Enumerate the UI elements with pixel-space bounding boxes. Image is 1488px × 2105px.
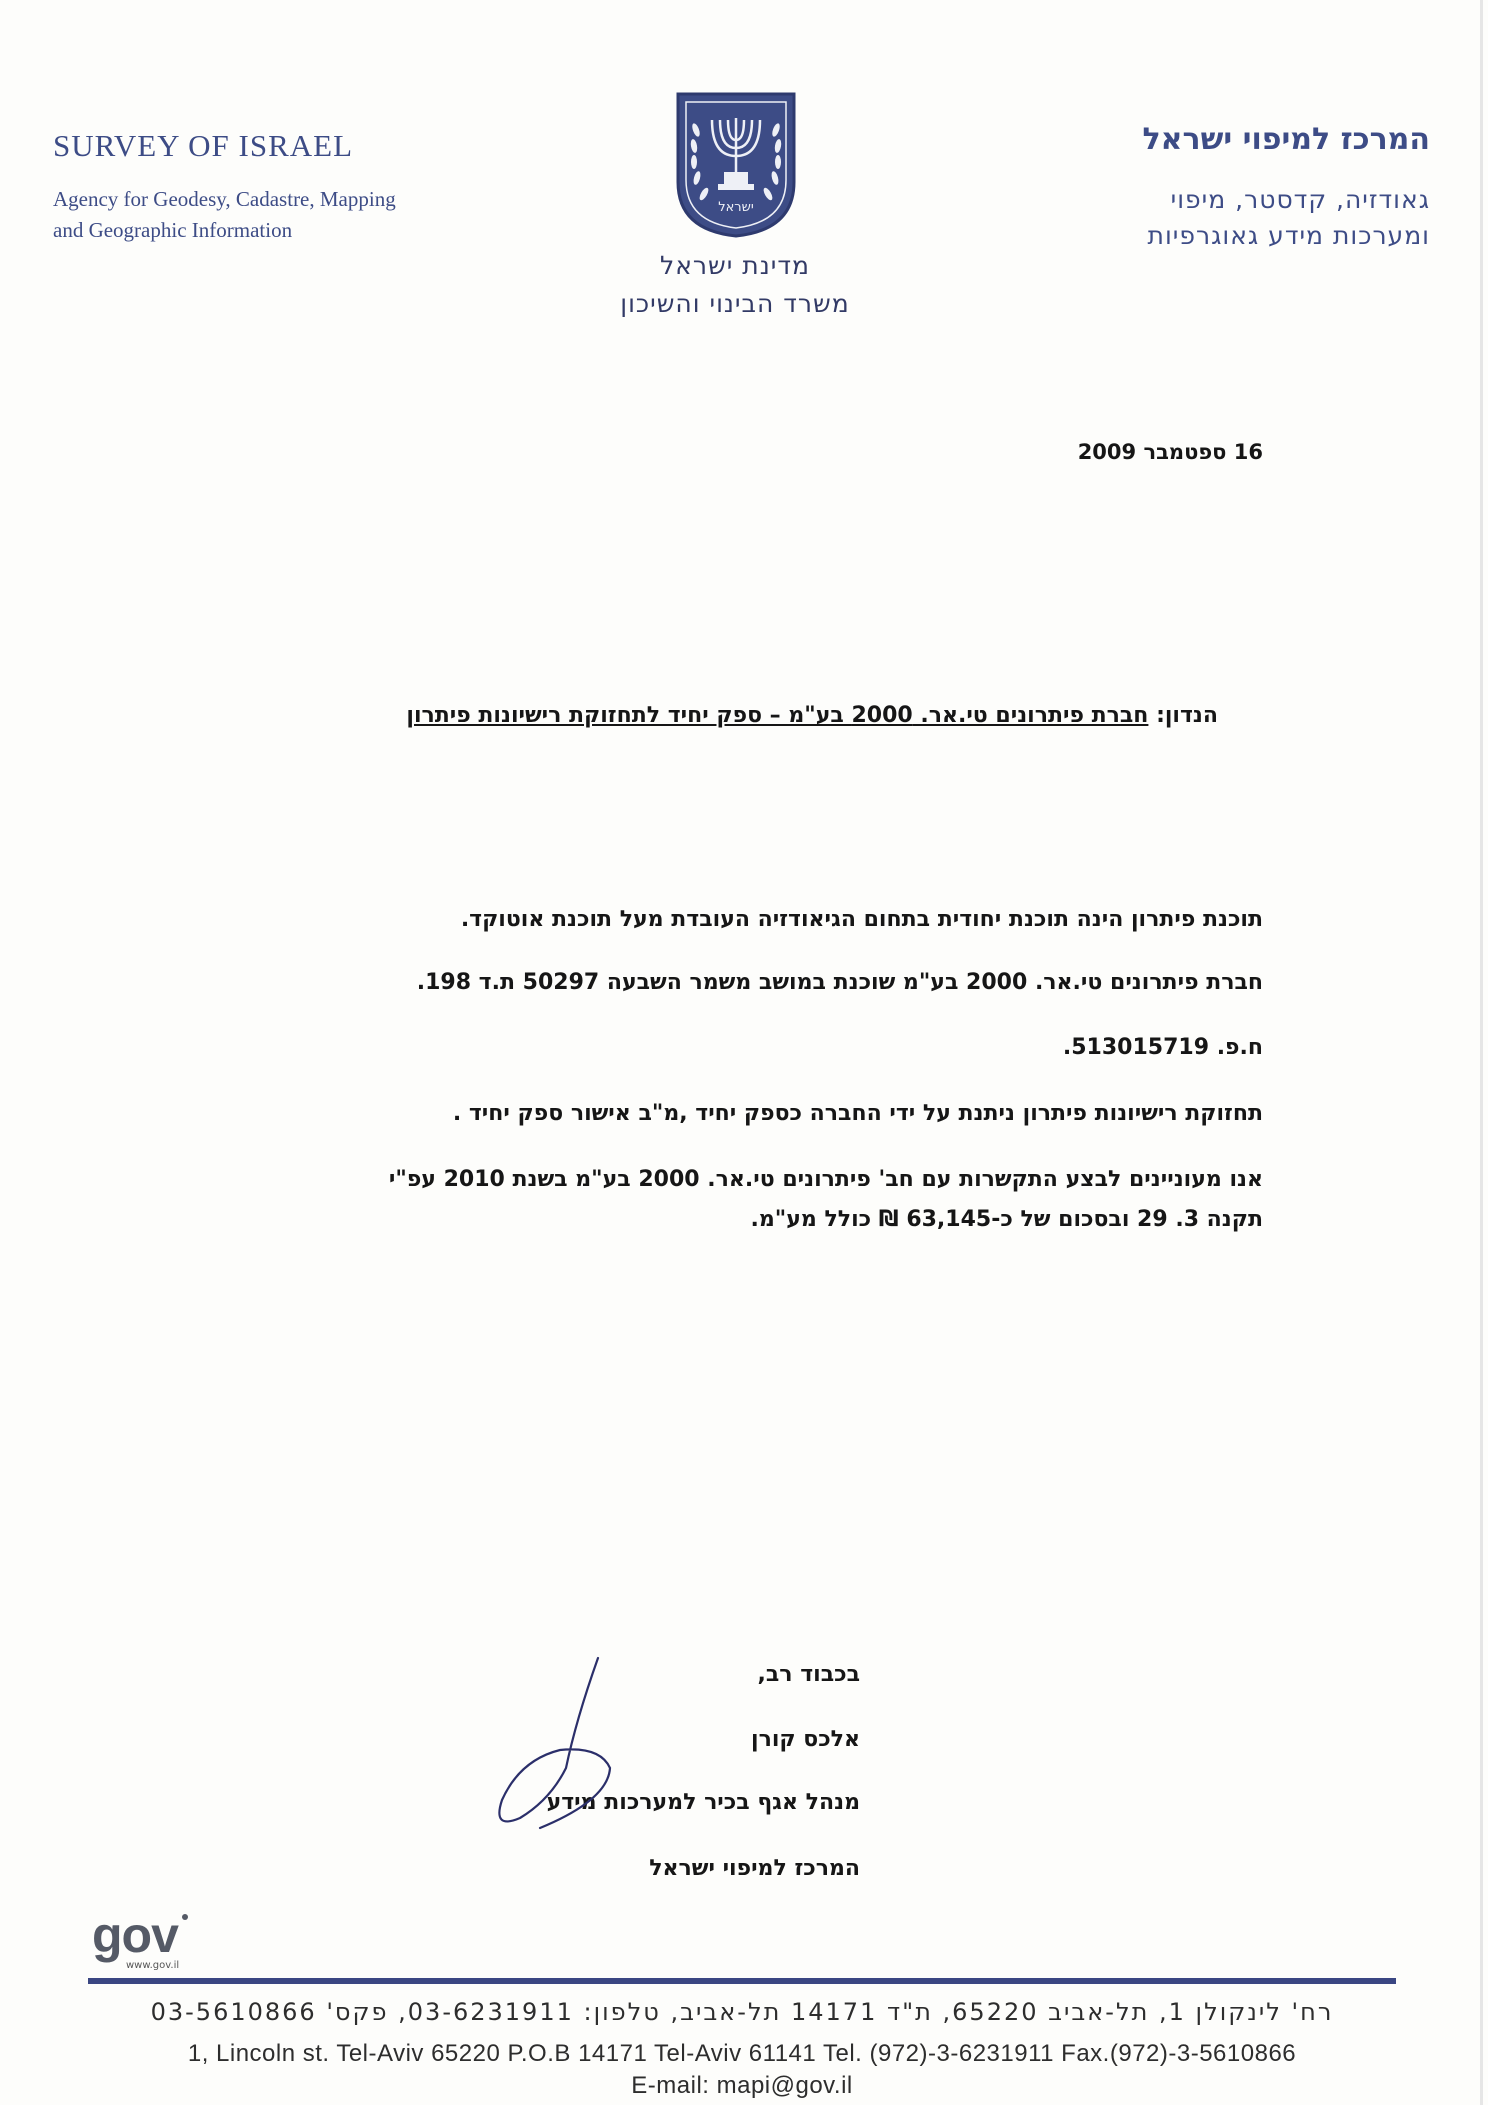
body-paragraph-1: תוכנת פיתרון הינה תוכנת יחודית בתחום הגיאודזיה העובדת מעל תוכנת אוטוקד.	[460, 907, 1263, 932]
gov-logo-dot	[182, 1914, 188, 1920]
gov-logo	[92, 1907, 202, 1972]
hebrew-subtitle-line1: גאודזיה, קדסטר, מיפוי	[1170, 185, 1430, 214]
body-paragraph-4: תחזוקת רישיונות פיתרון ניתנת על ידי החברה כספק יחיד ,מ"ב אישור ספק יחיד .	[452, 1101, 1263, 1126]
footer-hebrew-address: רח' לינקולן 1, תל-אביב 65220, ת"ד 14171 תל-אביב, טלפון: 03-6231911, פקס' 03-5610866	[150, 1998, 1334, 2026]
footer-email: E-mail: mapi@gov.il	[631, 2072, 853, 2099]
closing-regards: בכבוד רב,	[757, 1662, 860, 1687]
letter-subject	[406, 703, 1218, 728]
body-paragraph-5	[263, 1160, 1263, 1240]
hebrew-subtitle-line2: ומערכות מידע גאוגרפיות	[1147, 221, 1430, 250]
english-agency-title: SURVEY OF ISRAEL	[53, 128, 354, 163]
gov-logo-word: gov	[92, 1907, 178, 1963]
body-paragraph-2: חברת פיתרונים טי.אר. 2000 בע"מ שוכנת במושב משמר השבעה 50297 ת.ד 198.	[416, 970, 1263, 995]
svg-text:ישראל: ישראל	[718, 200, 754, 215]
handwritten-signature	[480, 1650, 640, 1840]
subject-label: הנדון:	[1156, 703, 1218, 728]
gov-logo-url: www.gov.il	[126, 1960, 180, 1971]
signatory-role: מנהל אגף בכיר למערכות מידע	[546, 1790, 860, 1815]
paragraph5-line2: תקנה 3. 29 ובסכום של כ-63,145 ₪ כולל מע"מ.	[750, 1207, 1263, 1232]
footer-english-address: 1, Lincoln st. Tel-Aviv 65220 P.O.B 14171 Tel-Aviv 61141 Tel. (972)-3-6231911 Fax.(972)-3-5610866	[187, 2040, 1297, 2067]
hebrew-agency-subtitle	[1010, 182, 1430, 254]
ministry-label: משרד הבינוי והשיכון	[620, 289, 850, 318]
state-emblem-icon	[674, 90, 798, 240]
signatory-name: אלכס קורן	[751, 1727, 860, 1752]
english-subtitle-line2: and Geographic Information	[53, 218, 293, 242]
state-of-israel-label: מדינת ישראל	[660, 251, 810, 280]
footer-divider	[88, 1978, 1396, 1984]
signatory-organization: המרכז למיפוי ישראל	[649, 1856, 860, 1881]
english-subtitle-line1: Agency for Geodesy, Cadastre, Mapping	[53, 187, 396, 211]
paragraph5-line1: אנו מעוניינים לבצע התקשרות עם חב' פיתרונים טי.אר. 2000 בע"מ בשנת 2010 עפ"י	[388, 1167, 1263, 1192]
english-agency-subtitle	[53, 184, 453, 246]
body-paragraph-3: ח.פ. 513015719.	[1062, 1035, 1263, 1060]
subject-text: חברת פיתרונים טי.אר. 2000 בע"מ – ספק יחיד לתחזוקת רישיונות פיתרון	[406, 703, 1149, 728]
letter-date: 16 ספטמבר 2009	[1077, 440, 1263, 464]
hebrew-agency-title: המרכז למיפוי ישראל	[1142, 122, 1430, 157]
ministry-block	[580, 247, 890, 323]
